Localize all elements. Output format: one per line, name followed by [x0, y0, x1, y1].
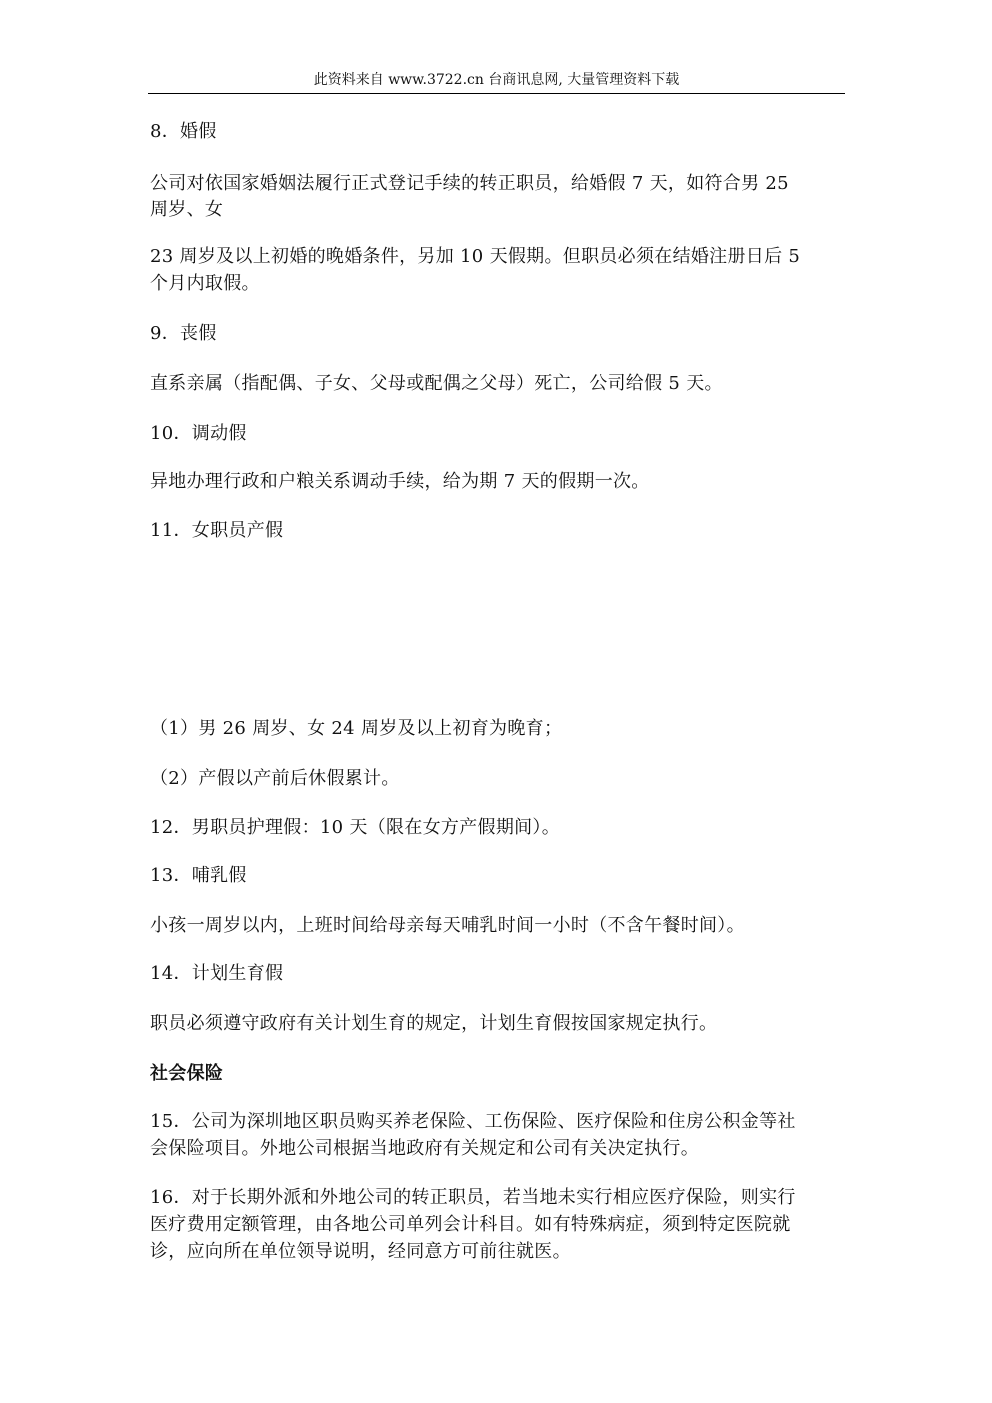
insurance-heading: 社会保险: [150, 1063, 224, 1084]
section-10-paragraph: 异地办理行政和户粮关系调动手续，给为期 7 天的假期一次。: [150, 471, 650, 492]
section-8-paragraph-1-line-2: 周岁、女: [150, 199, 224, 220]
section-8-paragraph-2-line-2: 个月内取假。: [150, 273, 260, 294]
section-11-title: 11．女职员产假: [150, 520, 284, 541]
section-13-title: 13．哺乳假: [150, 865, 247, 886]
section-8-title: 8．婚假: [150, 121, 217, 142]
section-8-paragraph-2-line-1: 23 周岁及以上初婚的晚婚条件，另加 10 天假期。但职员必须在结婚注册日后 5: [150, 246, 801, 267]
section-8-paragraph-1-line-1: 公司对依国家婚姻法履行正式登记手续的转正职员，给婚假 7 天，如符合男 25: [150, 173, 789, 194]
section-11-item-2: （2）产假以产前后休假累计。: [150, 768, 400, 789]
section-16-line-1: 16．对于长期外派和外地公司的转正职员，若当地未实行相应医疗保险，则实行: [150, 1187, 796, 1208]
section-12-title: 12．男职员护理假：10 天（限在女方产假期间）。: [150, 817, 561, 838]
section-14-paragraph: 职员必须遵守政府有关计划生育的规定，计划生育假按国家规定执行。: [150, 1013, 718, 1034]
section-16-line-3: 诊，应向所在单位领导说明，经同意方可前往就医。: [150, 1241, 571, 1262]
section-9-paragraph: 直系亲属（指配偶、子女、父母或配偶之父母）死亡，公司给假 5 天。: [150, 373, 723, 394]
section-16-line-2: 医疗费用定额管理，由各地公司单列会计科目。如有特殊病症，须到特定医院就: [150, 1214, 791, 1235]
section-9-title: 9．丧假: [150, 323, 217, 344]
section-10-title: 10．调动假: [150, 423, 247, 444]
section-13-paragraph: 小孩一周岁以内，上班时间给母亲每天哺乳时间一小时（不含午餐时间）。: [150, 915, 745, 936]
page-header: 此资料来自 www.3722.cn 台商讯息网, 大量管理资料下载: [148, 70, 845, 94]
section-15-line-1: 15．公司为深圳地区职员购买养老保险、工伤保险、医疗保险和住房公积金等社: [150, 1111, 796, 1132]
section-11-item-1: （1）男 26 周岁、女 24 周岁及以上初育为晚育；: [150, 718, 563, 739]
section-15-line-2: 会保险项目。外地公司根据当地政府有关规定和公司有关决定执行。: [150, 1138, 699, 1159]
faded-content-area: [150, 570, 850, 680]
section-14-title: 14．计划生育假: [150, 963, 284, 984]
